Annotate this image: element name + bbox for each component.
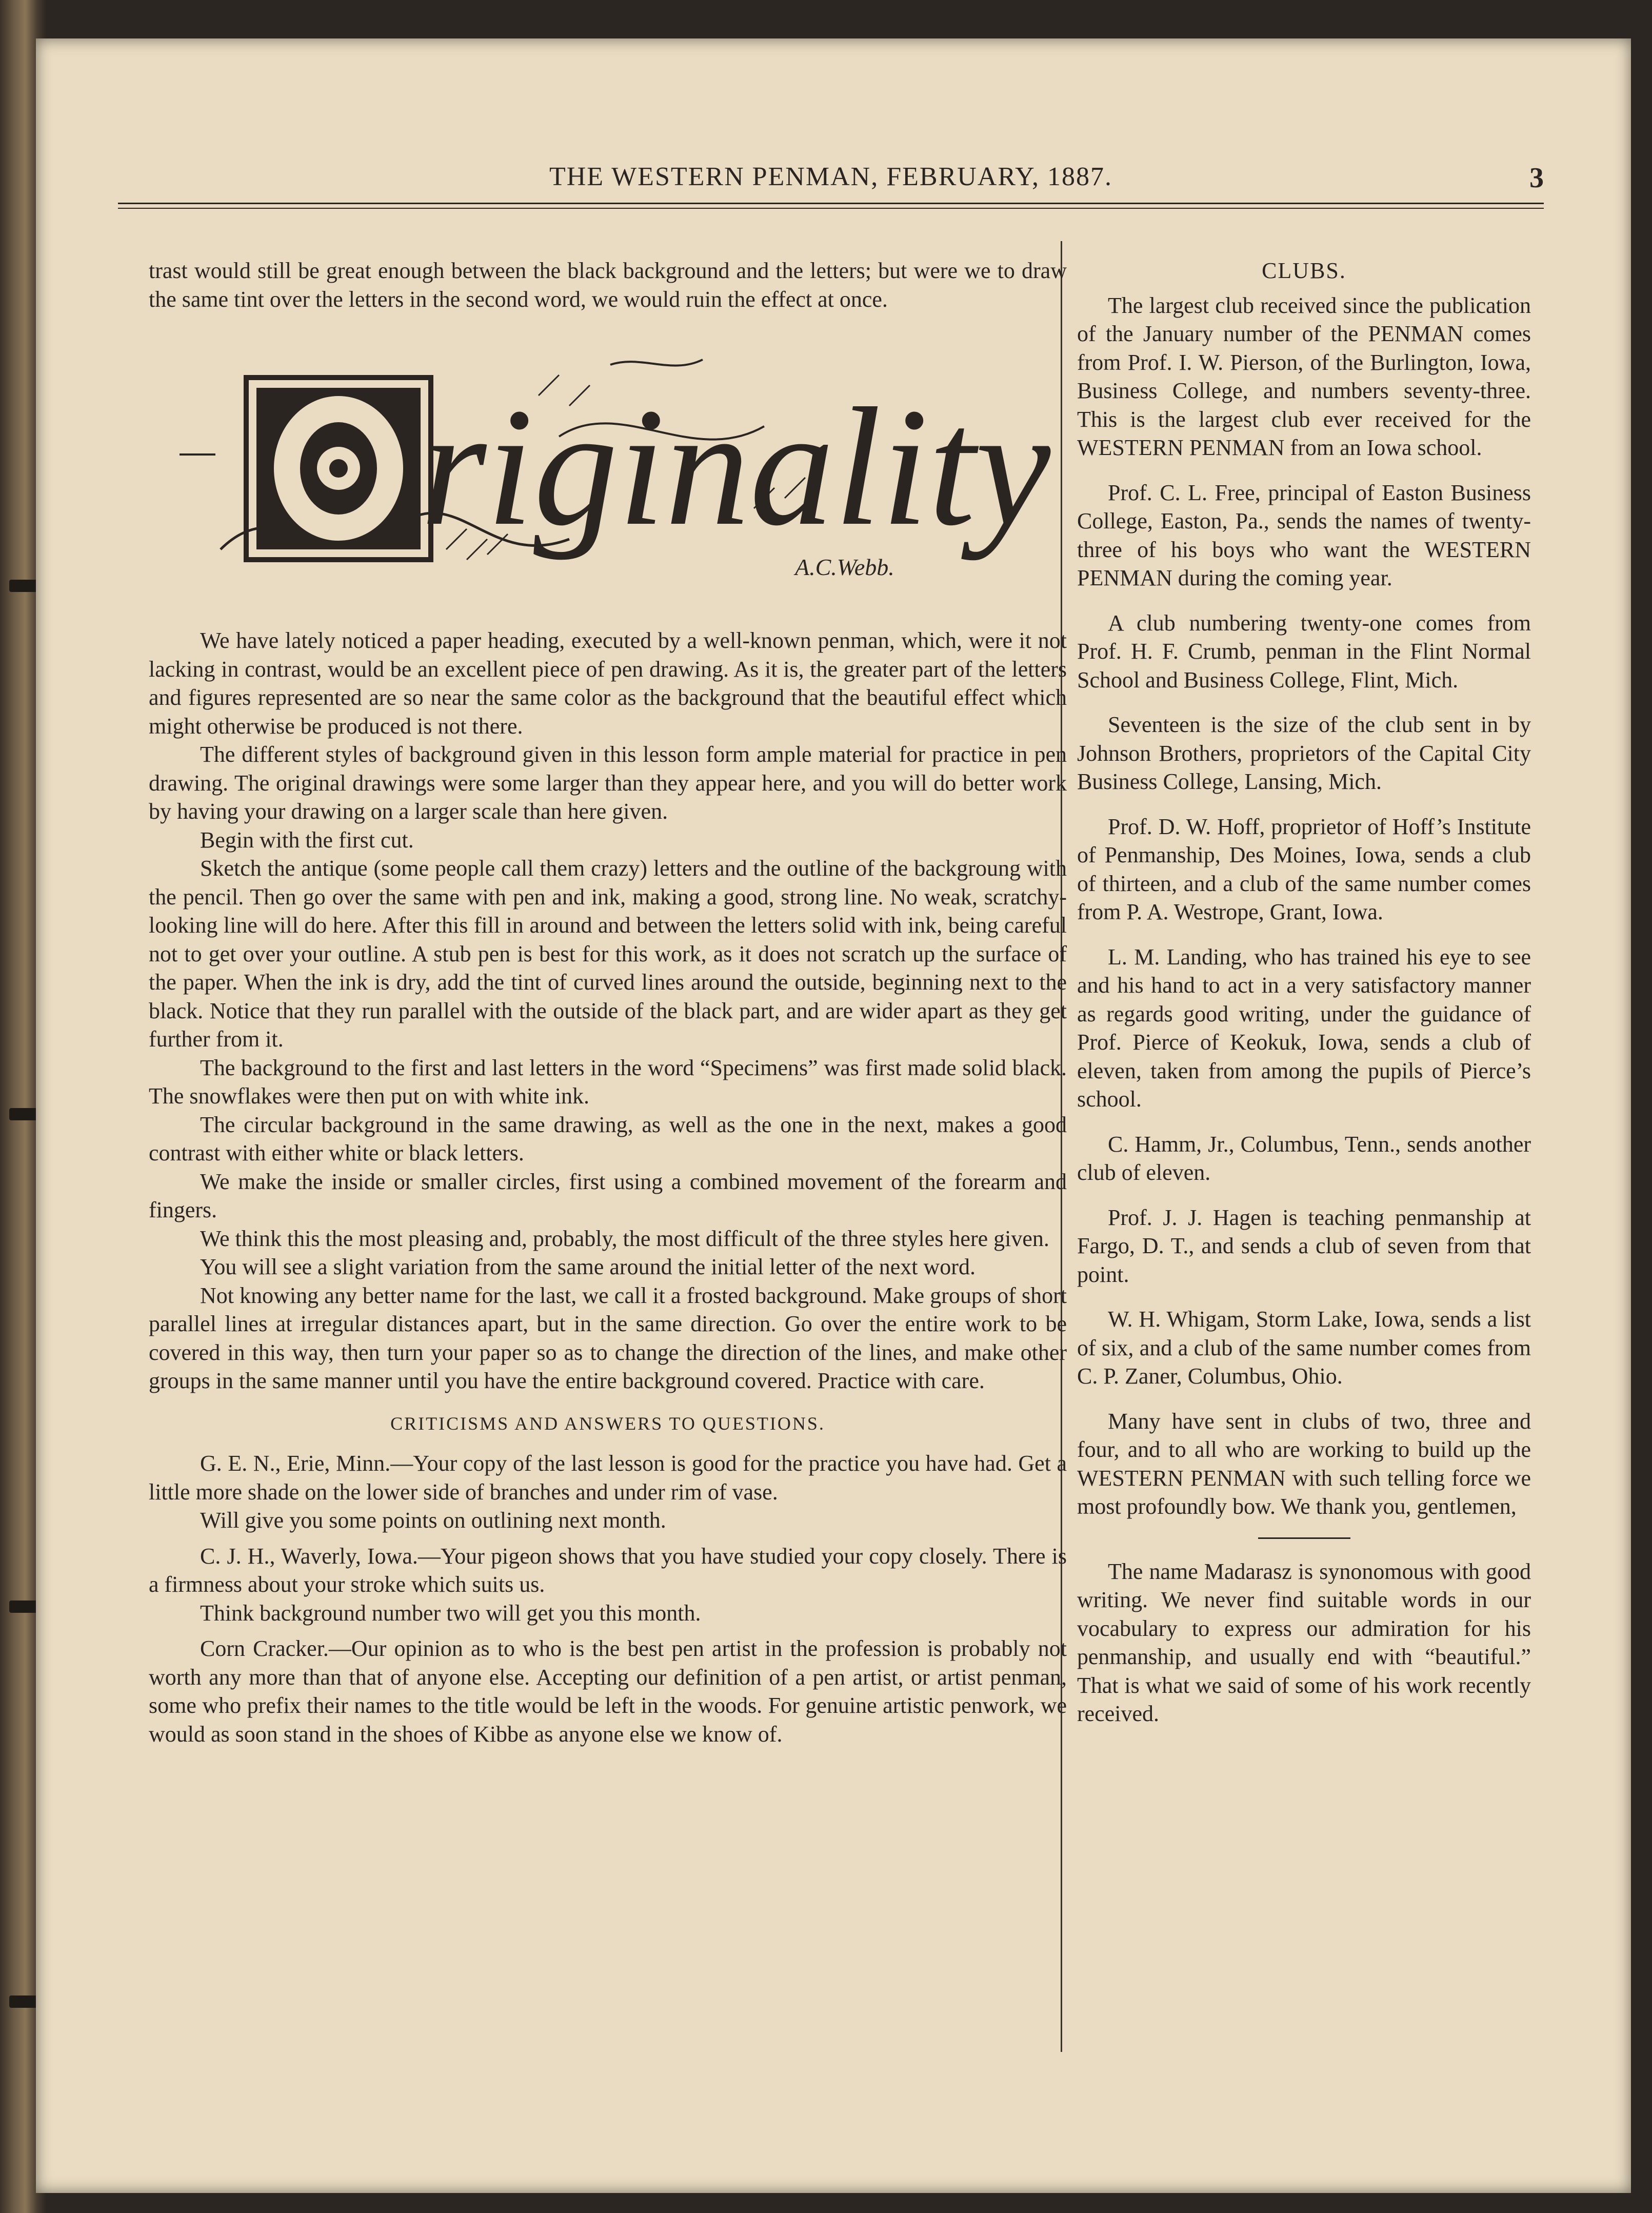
paragraph: You will see a slight variation from the same around the initial letter of the next word. [200, 1254, 976, 1279]
criticisms-heading: CRITICISMS AND ANSWERS TO QUESTIONS. [390, 1413, 825, 1434]
ornament-signature: A.C.Webb. [795, 554, 894, 580]
paragraph: Not knowing any better name for the last, we call it a frosted background. Make groups of short parallel lines at irregular distances apart, but in the same direction. Go over the entire work to be covered in this way, then turn your paper so as to change the direction of the lines, and make other groups in the same manner until you have the entire background covered. Practice with care. [149, 1282, 1067, 1393]
paragraph: G. E. N., Erie, Minn.—Your copy of the last lesson is good for the practice you have had. Get a little more shade on the lower side of branches and under rim of vase. [149, 1451, 1067, 1505]
header-rule [118, 208, 1544, 209]
clubs-heading: CLUBS. [1262, 258, 1346, 283]
paragraph: Sketch the antique (some people call them crazy) letters and the outline of the backgroung with the pencil. Then go over the same with pen and ink, making a good, strong line. No weak, scratchy-looking line will do here. After this fill in around and between the letters solid with ink, being careful not to get over your outline. A stub pen is best for this work, as it does not scratch up the surface of the paper. When the ink is dry, add the tint of curved lines around the outside, beginning next to the black. Notice that they run parallel with the outside of the black part, and are wider apart as they get further from it. [149, 856, 1067, 1052]
paragraph: Prof. D. W. Hoff, proprietor of Hoff’s Institute of Penmanship, Des Moines, Iowa, sends a club of thirteen, and a club of the same number comes from P. A. Westrope, Grant, Iowa. [1077, 814, 1531, 924]
paragraph: Corn Cracker.—Our opinion as to who is the best pen artist in the profession is probably not worth any more than that of anyone else. Accepting our definition of a pen artist, or artist penman, some who prefix their names to the title would be left in the woods. For genuine artistic penwork, we would as soon stand in the shoes of Kibbe as anyone else we know of. [149, 1636, 1067, 1747]
header-rule [118, 203, 1544, 204]
section-separator [1258, 1537, 1350, 1539]
paragraph: C. J. H., Waverly, Iowa.—Your pigeon shows that you have studied your copy closely. There is a firmness about your stroke which suits us. [149, 1543, 1067, 1597]
paragraph: Think background number two will get you this month. [200, 1600, 701, 1626]
page-number: 3 [1529, 162, 1544, 194]
paragraph: Begin with the first cut. [200, 827, 414, 853]
paragraph: Many have sent in clubs of two, three and four, and to all who are working to build up the WESTERN PENMAN with such telling force we most profoundly bow. We thank you, gentlemen, [1077, 1408, 1531, 1519]
paragraph: C. Hamm, Jr., Columbus, Tenn., sends another club of eleven. [1077, 1131, 1531, 1185]
page-header [118, 162, 1544, 215]
paragraph: We think this the most pleasing and, probably, the most difficult of the three styles here given. [200, 1226, 1049, 1251]
paragraph: The background to the first and last letters in the word “Specimens” was first made solid black. The snowflakes were then put on with white ink. [149, 1055, 1067, 1109]
paragraph: Prof. C. L. Free, principal of Easton Business College, Easton, Pa., sends the names of twenty-three of his boys who want the WESTERN PENMAN during the coming year. [1077, 480, 1531, 590]
paragraph: Seventeen is the size of the club sent in by Johnson Brothers, proprietors of the Capital City Business College, Lansing, Mich. [1077, 712, 1531, 794]
paragraph: trast would still be great enough between the black background and the letters; but were we to draw the same tint over the letters in the second word, we would ruin the effect at once. [149, 258, 1067, 312]
paragraph: Prof. J. J. Hagen is teaching penmanship at Fargo, D. T., and sends a club of seven from that point. [1077, 1204, 1531, 1287]
paragraph: The circular background in the same drawing, as well as the one in the next, makes a good contrast with either white or black letters. [149, 1112, 1067, 1165]
ornament-illustration [180, 334, 1051, 601]
header-title: THE WESTERN PENMAN, FEBRUARY, 1887. [549, 162, 1113, 191]
paragraph: We have lately noticed a paper heading, executed by a well-known penman, which, were it not lacking in contrast, would be an excellent piece of pen drawing. As it is, the greater part of the letters and figures represented are so near the same color as the background that the beautiful effect which might otherwise be produced is not there. [149, 628, 1067, 739]
paragraph: L. M. Landing, who has trained his eye to see and his hand to act in a very satisfactory manner as regards good writing, under the guidance of Prof. Pierce of Keokuk, Iowa, sends a club of eleven, taken from among the pupils of Pierce’s school. [1077, 944, 1531, 1112]
paragraph: The different styles of background given in this lesson form ample material for practice in pen drawing. The original drawings were some larger than they appear here, and you will do better work by having your drawing on a larger scale than here given. [149, 742, 1067, 824]
paragraph: We make the inside or smaller circles, first using a combined movement of the forearm and fingers. [149, 1169, 1067, 1222]
ornament-word: riginality [421, 373, 1051, 561]
paragraph: The name Madarasz is synonomous with good writing. We never find suitable words in our vocabulary to express our admiration for his penmanship, and usually end with “beautiful.” That is what we said of some of his work recently received. [1077, 1558, 1531, 1726]
left-column [149, 256, 1067, 1748]
paragraph: The largest club received since the publication of the January number of the PENMAN comes from Prof. I. W. Pierson, of the Burlington, Iowa, Business College, and numbers seventy-three. This is the largest club ever received for the WESTERN PENMAN from an Iowa school. [1077, 292, 1531, 460]
paragraph: A club numbering twenty-one comes from Prof. H. F. Crumb, penman in the Flint Normal School and Business College, Flint, Mich. [1077, 610, 1531, 693]
right-column [1077, 256, 1531, 1745]
originality-ornament [180, 334, 1051, 601]
paragraph: W. H. Whigam, Storm Lake, Iowa, sends a list of six, and a club of the same number comes from C. P. Zaner, Columbus, Ohio. [1077, 1307, 1531, 1389]
paragraph: Will give you some points on outlining next month. [200, 1508, 666, 1533]
